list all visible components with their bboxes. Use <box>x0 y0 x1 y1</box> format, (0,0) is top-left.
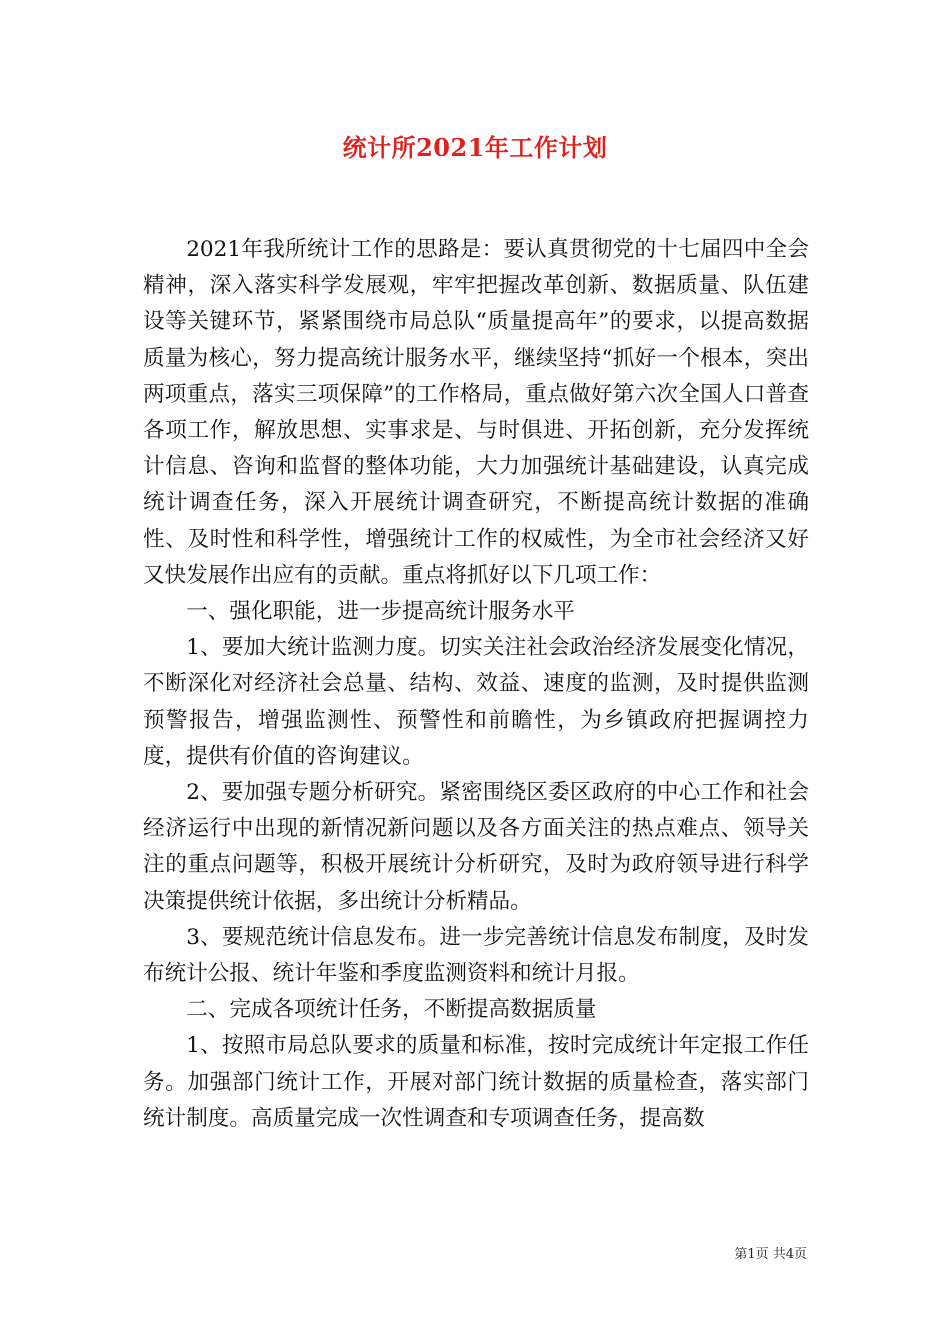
paragraph-1-2: 2、要加强专题分析研究。紧密围绕区委区政府的中心工作和社会经济运行中出现的新情况新问题以及各方面关注的热点难点、领导关注的重点问题等，积极开展统计分析研究，及时为政府领导进行科学决策提供统计依据，多出统计分析精品。 <box>143 780 809 914</box>
paragraph-intro: 2021年我所统计工作的思路是：要认真贯彻党的十七届四中全会精神，深入落实科学发展观，牢牢把握改革创新、数据质量、队伍建设等关键环节，紧紧围绕市局总队“质量提高年”的要求，以提高数据质量为核心，努力提高统计服务水平，继续坚持“抓好一个根本，突出两项重点，落实三项保障”的工作格局，重点做好第六次全国人口普查各项工作，解放思想、实事求是、与时俱进、开拓创新，充分发挥统计信息、咨询和监督的整体功能，大力加强统计基础建设，认真完成统计调查任务，深入开展统计调查研究，不断提高统计数据的准确性、及时性和科学性，增强统计工作的权威性，为全市社会经济又好又快发展作出应有的贡献。重点将抓好以下几项工作： <box>143 237 809 588</box>
section-heading-1: 一、强化职能，进一步提高统计服务水平 <box>186 599 575 625</box>
document-title: 统计所2021年工作计划 <box>342 133 608 162</box>
document-body <box>143 232 809 1137</box>
paragraph-1-3: 3、要规范统计信息发布。进一步完善统计信息发布制度，及时发布统计公报、统计年鉴和季度监测资料和统计月报。 <box>143 924 809 987</box>
page-number: 第1页 共4页 <box>734 1247 807 1262</box>
paragraph-2-1: 1、按照市局总队要求的质量和标准，按时完成统计年定报工作任务。加强部门统计工作，开展对部门统计数据的质量检查，落实部门统计制度。高质量完成一次性调查和专项调查任务，提高数 <box>143 1033 809 1131</box>
paragraph-1-1: 1、要加大统计监测力度。切实关注社会政治经济发展变化情况，不断深化对经济社会总量、结构、效益、速度的监测，及时提供监测预警报告，增强监测性、预警性和前瞻性，为乡镇政府把握调控力度，提供有价值的咨询建议。 <box>143 635 809 769</box>
section-heading-2: 二、完成各项统计任务，不断提高数据质量 <box>186 997 597 1023</box>
